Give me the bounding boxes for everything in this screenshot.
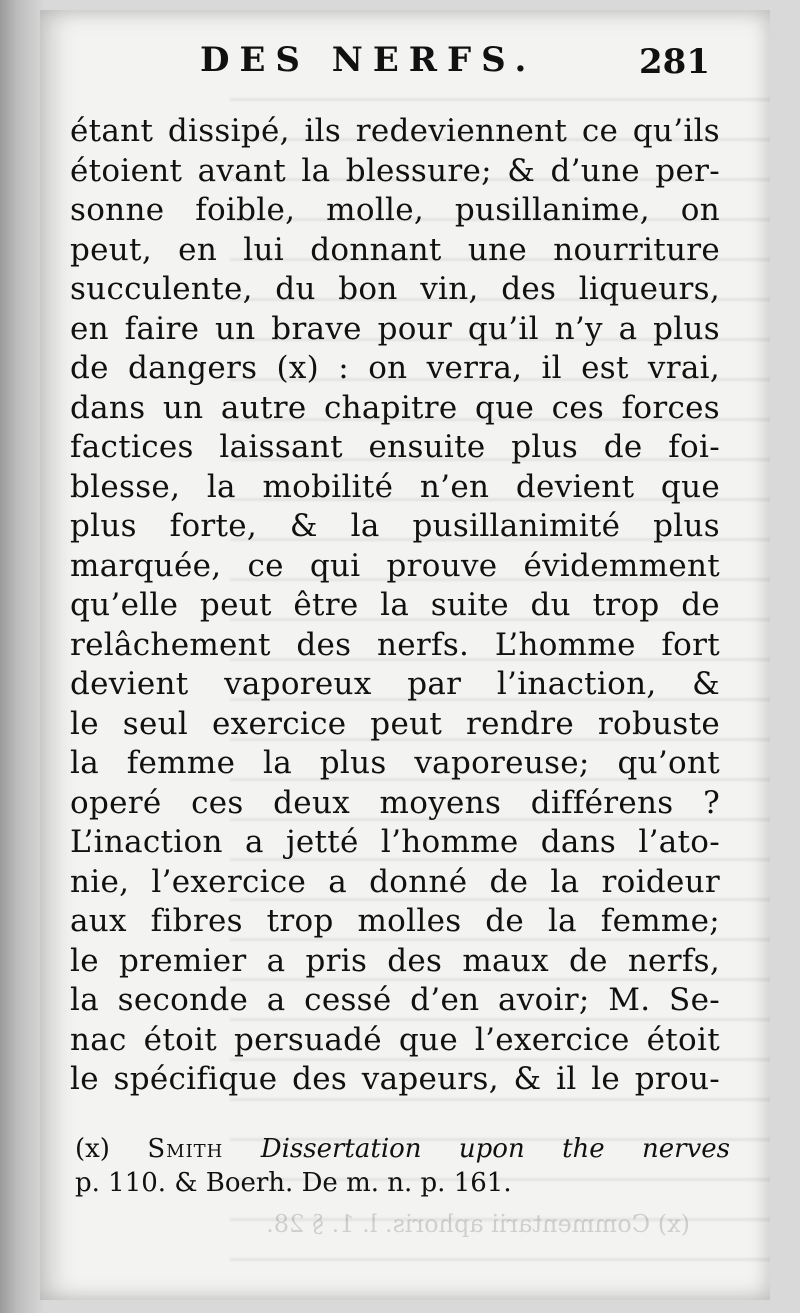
text-line: le premier a pris des maux de nerfs, bbox=[70, 942, 720, 979]
text-line: blesse, la mobilité n’en devient que bbox=[70, 468, 720, 505]
footnote-title: Dissertation upon the nerves bbox=[260, 1134, 730, 1164]
text-line: marquée, ce qui prouve évidemment bbox=[70, 547, 720, 584]
text-line: sonne foible, molle, pusillanime, on bbox=[70, 192, 720, 228]
footnote-line-2: p. 110. & Boerh. De m. n. p. 161. bbox=[75, 1168, 512, 1198]
text-line: de dangers (x) : on verra, il est vrai, bbox=[70, 350, 720, 386]
text-line: factices laissant ensuite plus de foi- bbox=[70, 429, 720, 465]
text-line: la seconde a cessé d’en avoir; M. Se- bbox=[70, 982, 720, 1018]
text-line: nie, l’exercice a donné de la roideur bbox=[70, 863, 720, 900]
text-line: devient vaporeux par l’inaction, & bbox=[70, 666, 720, 702]
footnote bbox=[75, 1132, 730, 1200]
text-line: en faire un brave pour qu’il n’y a plus bbox=[70, 310, 720, 347]
text-line: nac étoit persuadé que l’exercice étoit bbox=[70, 1021, 720, 1058]
text-line: le spécifique des vapeurs, & il le prou- bbox=[70, 1061, 720, 1097]
footnote-author: Smith bbox=[147, 1134, 224, 1164]
text-line: operé ces deux moyens différens ? bbox=[70, 784, 720, 821]
text-line: étant dissipé, ils redeviennent ce qu’ils bbox=[70, 113, 720, 149]
text-line: qu’elle peut être la suite du trop de bbox=[70, 587, 720, 623]
text-line: la femme la plus vaporeuse; qu’ont bbox=[70, 745, 720, 781]
text-line: plus forte, & la pusillanimité plus bbox=[70, 508, 720, 544]
text-line: étoient avant la blessure; & d’une per- bbox=[70, 152, 720, 189]
text-line: succulente, du bon vin, des liqueurs, bbox=[70, 271, 720, 307]
text-line: dans un autre chapitre que ces forces bbox=[70, 389, 720, 426]
body-text bbox=[70, 112, 720, 1100]
footnote-line-1 bbox=[75, 1132, 730, 1166]
text-line: aux fibres trop molles de la femme; bbox=[70, 903, 720, 939]
running-head bbox=[160, 40, 720, 88]
book-gutter-shadow bbox=[0, 0, 44, 1313]
footnote-marker: (x) bbox=[75, 1134, 110, 1164]
text-line: L’inaction a jetté l’homme dans l’ato- bbox=[70, 824, 720, 860]
page-number: 281 bbox=[639, 42, 710, 82]
bleed-through-footnote: (x) Commentarii aphoris. l. 1. § 28. bbox=[266, 1210, 690, 1238]
running-title: DES NERFS. bbox=[200, 40, 537, 80]
text-line: peut, en lui donnant une nourriture bbox=[70, 231, 720, 268]
text-line: le seul exercice peut rendre robuste bbox=[70, 705, 720, 742]
text-line: relâchement des nerfs. L’homme fort bbox=[70, 626, 720, 663]
